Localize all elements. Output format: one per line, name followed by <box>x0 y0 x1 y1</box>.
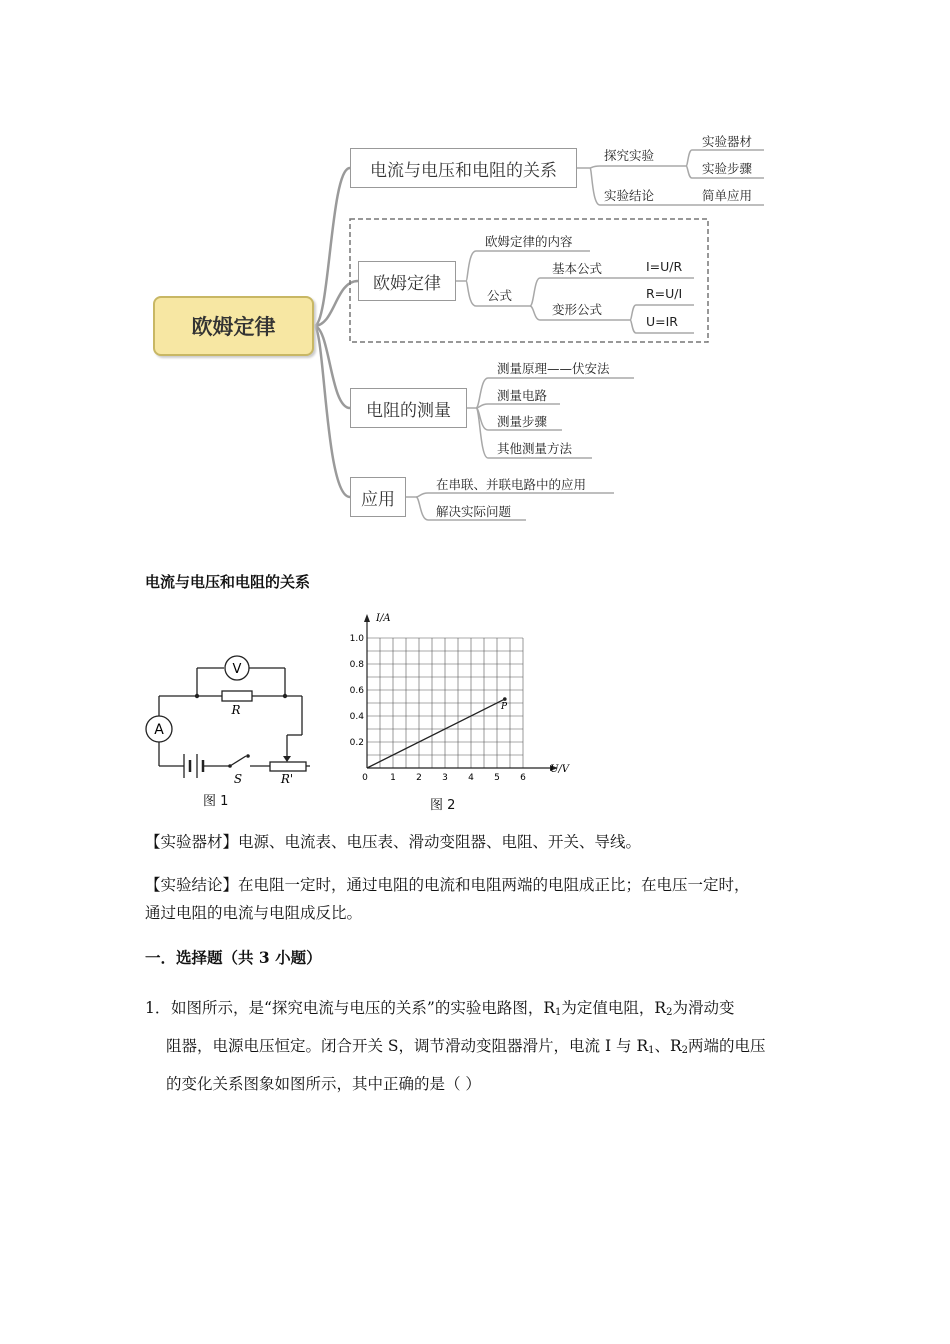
leaf-conclusion: 实验结论 <box>604 188 655 203</box>
rheostat-label: R' <box>280 772 294 786</box>
conclusion-line-1: 【实验结论】在电阻一定时，通过电阻的电流和电阻两端的电阻成正比；在电压一定时， <box>145 876 750 894</box>
x-tick-label: 2 <box>416 773 422 783</box>
resistor-label: R <box>231 703 241 717</box>
question-1-line-3: 的变化关系图象如图所示，其中正确的是（ ） <box>166 1075 481 1093</box>
x-tick-label: 1 <box>390 773 396 783</box>
figure-1-circuit <box>140 650 320 810</box>
mind-map <box>0 0 950 540</box>
leaf-law-content: 欧姆定律的内容 <box>485 234 573 249</box>
x-tick-label: 4 <box>468 773 474 783</box>
leaf-series-parallel: 在串联、并联电路中的应用 <box>436 477 587 492</box>
y-axis-label: I/A <box>376 613 391 624</box>
y-tick-label: 0.4 <box>349 712 364 722</box>
leaf-variant-eq-1: R=U/I <box>646 286 683 301</box>
leaf-basic-formula: 基本公式 <box>552 261 603 276</box>
conclusion-line-2: 通过电阻的电流与电阻成反比。 <box>145 904 363 922</box>
subscript: 2 <box>681 1045 689 1056</box>
y-tick-label: 0.6 <box>349 686 364 696</box>
point-label: P <box>501 702 508 712</box>
y-tick-label: 0.8 <box>349 660 364 670</box>
question-1-line-1 <box>171 995 734 1026</box>
branch-resistance-measurement <box>350 388 467 428</box>
leaf-explore-experiment: 探究实验 <box>604 148 655 163</box>
leaf-simple-application: 简单应用 <box>702 188 753 203</box>
branch-label: 应用 <box>361 489 395 510</box>
x-tick-label: 6 <box>520 773 526 783</box>
y-tick-label: 0.2 <box>349 738 364 748</box>
leaf-measure-steps: 测量步骤 <box>497 414 548 429</box>
x-axis-label: U/V <box>550 764 570 775</box>
iu-chart <box>340 608 580 783</box>
y-tick-label: 1.0 <box>349 634 364 644</box>
mind-map-connectors <box>0 0 950 540</box>
data-point <box>503 697 507 701</box>
leaf-formula: 公式 <box>487 288 513 303</box>
leaf-other-methods: 其他测量方法 <box>497 441 573 456</box>
q1-text: 如图所示，是“探究电流与电压的关系”的实验电路图，R <box>171 999 556 1017</box>
q1-text: 为滑动变 <box>672 999 735 1017</box>
x-tick-label: 0 <box>362 773 368 783</box>
ammeter-label: A <box>154 722 164 738</box>
branch-application <box>350 477 406 517</box>
q1-text: 为定值电阻，R <box>561 999 667 1017</box>
subscript: 1 <box>648 1045 655 1056</box>
figure-2-graph <box>340 608 580 783</box>
q1-text: 阻器，电源电压恒定。闭合开关 S，调节滑动变阻器滑片，电流 I 与 R <box>166 1037 649 1055</box>
equipment-paragraph: 【实验器材】电源、电流表、电压表、滑动变阻器、电阻、开关、导线。 <box>145 833 642 851</box>
leaf-circuit: 测量电路 <box>497 388 548 403</box>
branch-ohms-law <box>358 261 456 301</box>
switch-label: S <box>233 772 243 786</box>
figure-1-caption: 图 1 <box>203 794 229 809</box>
branch-label: 电流与电压和电阻的关系 <box>370 160 557 181</box>
leaf-basic-eq: I=U/R <box>646 259 683 274</box>
q1-text: 、R <box>654 1037 682 1055</box>
question-1-line-2 <box>166 1033 766 1064</box>
subscript: 2 <box>666 1007 673 1018</box>
leaf-variant-eq-2: U=IR <box>646 314 678 329</box>
mind-map-root <box>153 296 314 356</box>
mind-map-root-label: 欧姆定律 <box>191 315 276 339</box>
leaf-variant-formula: 变形公式 <box>552 302 603 317</box>
leaf-practical-problems: 解决实际问题 <box>436 504 512 519</box>
branch-label: 电阻的测量 <box>366 400 451 421</box>
q1-text: 两端的电压 <box>688 1037 766 1055</box>
question-1-number: 1． <box>145 999 171 1017</box>
circuit-diagram <box>140 650 320 790</box>
voltmeter-label: V <box>232 662 242 677</box>
leaf-steps: 实验步骤 <box>702 161 753 176</box>
question-heading: 一．选择题（共 3 小题） <box>145 948 322 967</box>
x-tick-label: 5 <box>494 773 500 783</box>
branch-label: 欧姆定律 <box>373 273 441 294</box>
section-title: 电流与电压和电阻的关系 <box>145 573 311 591</box>
figure-2-caption: 图 2 <box>430 798 456 813</box>
subscript: 1 <box>555 1007 562 1018</box>
y-axis-arrow <box>364 614 370 622</box>
leaf-principle: 测量原理——伏安法 <box>497 361 610 376</box>
leaf-equipment: 实验器材 <box>702 134 753 149</box>
x-tick-label: 3 <box>442 773 448 783</box>
branch-current-voltage-resistance <box>350 148 577 188</box>
